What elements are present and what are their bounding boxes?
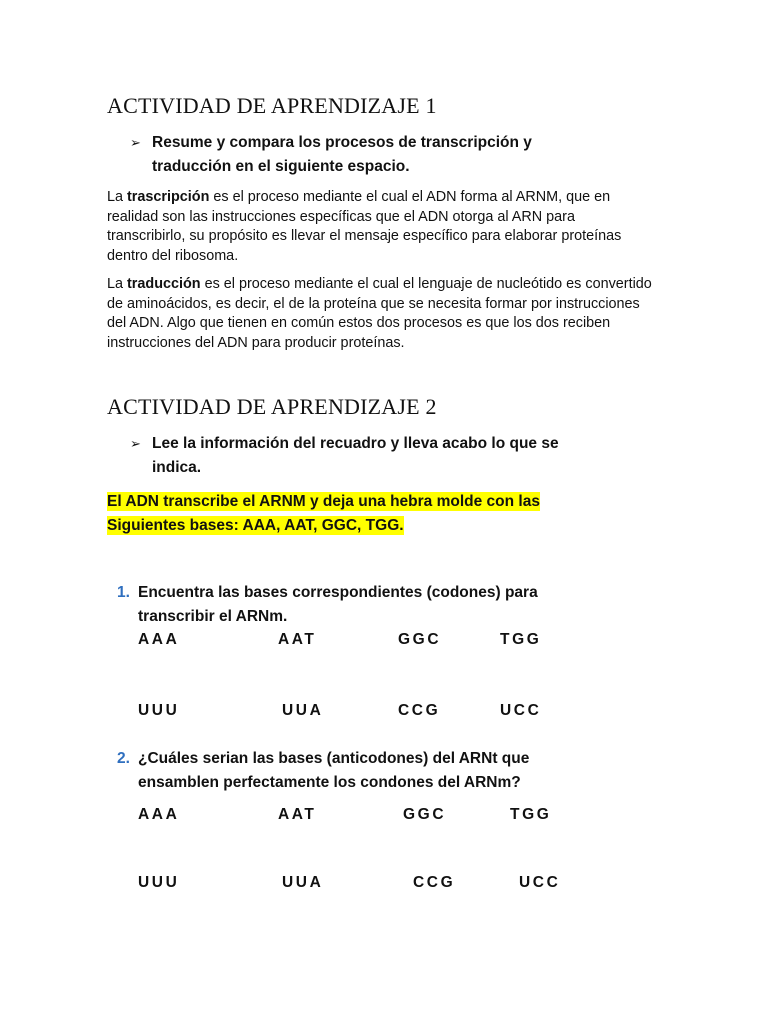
activity1-instruction: [130, 131, 650, 178]
highlight-line-2: Siguientes bases: AAA, AAT, GGC, TGG.: [107, 516, 404, 534]
question-1: [117, 581, 637, 629]
transcription-paragraph: [107, 188, 652, 266]
instruction-line-2: traducción en el siguiente espacio.: [152, 157, 410, 175]
codon-cell: UUU: [138, 702, 180, 719]
para-body: es el proceso mediante el cual el lenguaje de nucleótido es convertido de aminoácidos, es decir, el de la proteína que se necesita formar por instrucciones del ADN. Algo que tienen en común estos dos procesos es que los dos reciben instrucciones del ADN para producir proteínas.: [107, 276, 652, 351]
codon-cell: UUA: [282, 702, 324, 719]
codon-cell: GGC: [403, 806, 447, 823]
codon-cell: AAA: [138, 631, 180, 648]
question-line-2: transcribir el ARNm.: [138, 608, 288, 625]
instruction-line-2: indica.: [152, 458, 202, 476]
codon-cell: TGG: [500, 631, 542, 648]
highlighted-statement: [107, 490, 667, 537]
para-body: es el proceso mediante el cual el ADN forma al ARNM, que en realidad son las instrucciones específicas que el ADN otorga al ARN para transcribirlo, su propósito es llevar el mensaje específico para elaborar proteínas dentro del ribosoma.: [107, 189, 622, 264]
question-line-2: ensamblen perfectamente los condones del ARNm?: [138, 774, 521, 791]
codon-cell: AAA: [138, 806, 180, 823]
question-number: 1.: [117, 584, 130, 601]
arrow-bullet-icon: ➢: [130, 436, 141, 451]
codon-cell: TGG: [510, 806, 552, 823]
codon-cell: UCC: [500, 702, 542, 719]
question-line-1: ¿Cuáles serian las bases (anticodones) del ARNt que: [138, 750, 530, 767]
codon-cell: CCG: [398, 702, 441, 719]
codon-cell: GGC: [398, 631, 442, 648]
codon-cell: UCC: [519, 874, 561, 891]
codon-cell: AAT: [278, 806, 317, 823]
arrow-bullet-icon: ➢: [130, 135, 141, 150]
codon-cell: AAT: [278, 631, 317, 648]
translation-paragraph: [107, 275, 652, 353]
codon-cell: UUA: [282, 874, 324, 891]
highlight-line-1: El ADN transcribe el ARNM y deja una hebra molde con las: [107, 493, 540, 510]
question-2: [117, 747, 637, 795]
activity1-title: ACTIVIDAD DE APRENDIZAJE 1: [107, 93, 437, 118]
activity2-title: ACTIVIDAD DE APRENDIZAJE 2: [107, 394, 437, 419]
activity2-instruction: [130, 432, 650, 479]
instruction-line-1: Lee la información del recuadro y lleva acabo lo que se: [152, 435, 559, 452]
question-number: 2.: [117, 750, 130, 767]
question-line-1: Encuentra las bases correspondientes (codones) para: [138, 584, 538, 601]
codon-cell: CCG: [413, 874, 456, 891]
term-translation: traducción: [127, 276, 201, 292]
para-lead: La: [107, 276, 128, 292]
instruction-line-1: Resume y compara los procesos de transcripción y: [152, 134, 532, 151]
para-lead: La: [107, 189, 128, 205]
codon-cell: UUU: [138, 874, 180, 891]
term-transcription: trascripción: [127, 189, 210, 205]
